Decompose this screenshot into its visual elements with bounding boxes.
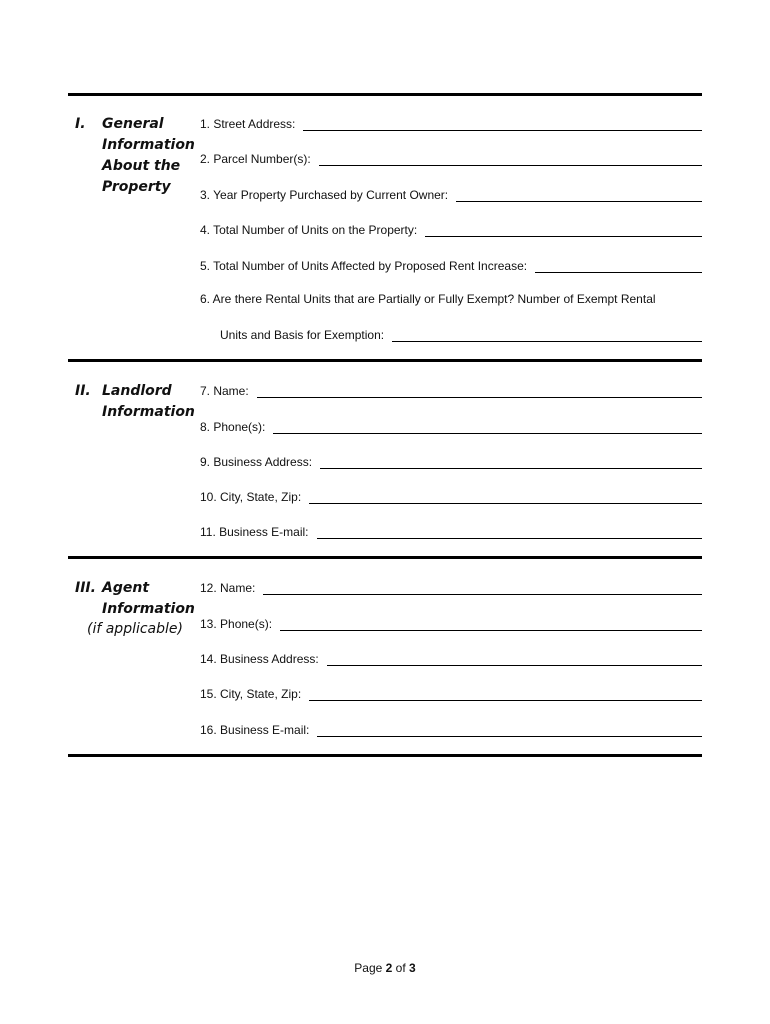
agent-phone-input[interactable] (280, 618, 702, 631)
parcel-number-input[interactable] (319, 153, 702, 166)
page-prefix: Page (354, 961, 386, 975)
section-3-numeral: III. (75, 580, 96, 596)
street-address-input[interactable] (303, 118, 702, 131)
section-divider-bottom (68, 754, 702, 757)
agent-name-field[interactable] (200, 579, 702, 595)
landlord-email-input[interactable] (317, 526, 703, 539)
page-total: 3 (409, 961, 416, 975)
section-divider-top (68, 93, 702, 96)
year-purchased-field[interactable] (200, 186, 702, 202)
field-label: 9. Business Address: (200, 455, 313, 469)
field-label: 4. Total Number of Units on the Property: (200, 223, 418, 237)
section-1-title-line: General (102, 116, 164, 132)
section-divider-2 (68, 556, 702, 559)
landlord-city-state-zip-field[interactable] (200, 488, 702, 504)
agent-phone-field[interactable] (200, 615, 702, 631)
landlord-business-address-field[interactable] (200, 453, 702, 469)
street-address-field[interactable] (200, 115, 702, 131)
section-1-title (102, 114, 195, 198)
landlord-email-field[interactable] (200, 523, 702, 539)
units-affected-input[interactable] (535, 260, 702, 273)
field-label: 1. Street Address: (200, 117, 296, 131)
field-label: 15. City, State, Zip: (200, 687, 302, 701)
section-1-title-line: Information (102, 137, 195, 153)
units-affected-field[interactable] (200, 257, 702, 273)
agent-business-address-field[interactable] (200, 650, 702, 666)
field-label: 13. Phone(s): (200, 617, 273, 631)
agent-business-address-input[interactable] (327, 653, 702, 666)
landlord-city-state-zip-input[interactable] (309, 491, 702, 504)
landlord-business-address-input[interactable] (320, 456, 702, 469)
field-label: 11. Business E-mail: (200, 525, 309, 539)
parcel-number-field[interactable] (200, 150, 702, 166)
section-3-title-line: Information (102, 601, 195, 617)
year-purchased-input[interactable] (456, 189, 702, 202)
agent-name-input[interactable] (263, 582, 702, 595)
agent-email-field[interactable] (200, 721, 702, 737)
exempt-units-question: 6. Are there Rental Units that are Partially or Fully Exempt? Number of Exempt Rental (200, 292, 656, 306)
field-label: 7. Name: (200, 384, 249, 398)
field-label: 8. Phone(s): (200, 420, 266, 434)
exempt-units-input[interactable] (392, 329, 702, 342)
section-3-subtitle: (if applicable) (87, 621, 183, 637)
field-label: 5. Total Number of Units Affected by Proposed Rent Increase: (200, 259, 528, 273)
field-label: Units and Basis for Exemption: (220, 328, 385, 342)
section-2-title (102, 381, 195, 423)
total-units-field[interactable] (200, 221, 702, 237)
section-2-title-line: Landlord (102, 383, 172, 399)
field-label: 14. Business Address: (200, 652, 319, 666)
landlord-phone-field[interactable] (200, 418, 702, 434)
field-label: 3. Year Property Purchased by Current Owner: (200, 188, 449, 202)
section-2-numeral: II. (75, 383, 91, 399)
landlord-phone-input[interactable] (273, 421, 702, 434)
agent-city-state-zip-input[interactable] (309, 688, 702, 701)
total-units-input[interactable] (425, 224, 702, 237)
field-label: 10. City, State, Zip: (200, 490, 302, 504)
section-1-title-line: About the (102, 158, 181, 174)
page-current: 2 (385, 961, 393, 975)
section-1-numeral: I. (75, 116, 86, 132)
field-label: 16. Business E-mail: (200, 723, 310, 737)
field-label: 2. Parcel Number(s): (200, 152, 311, 166)
section-1-title-line: Property (102, 179, 171, 195)
page-number (0, 961, 770, 975)
section-3-title (102, 578, 195, 620)
section-divider-1 (68, 359, 702, 362)
page-middle: of (392, 961, 410, 975)
agent-email-input[interactable] (317, 724, 702, 737)
section-2-title-line: Information (102, 404, 195, 420)
agent-city-state-zip-field[interactable] (200, 685, 702, 701)
field-label: 12. Name: (200, 581, 256, 595)
section-3-title-line: Agent (102, 580, 150, 596)
exempt-units-field[interactable] (220, 326, 702, 342)
landlord-name-input[interactable] (257, 385, 702, 398)
landlord-name-field[interactable] (200, 382, 702, 398)
